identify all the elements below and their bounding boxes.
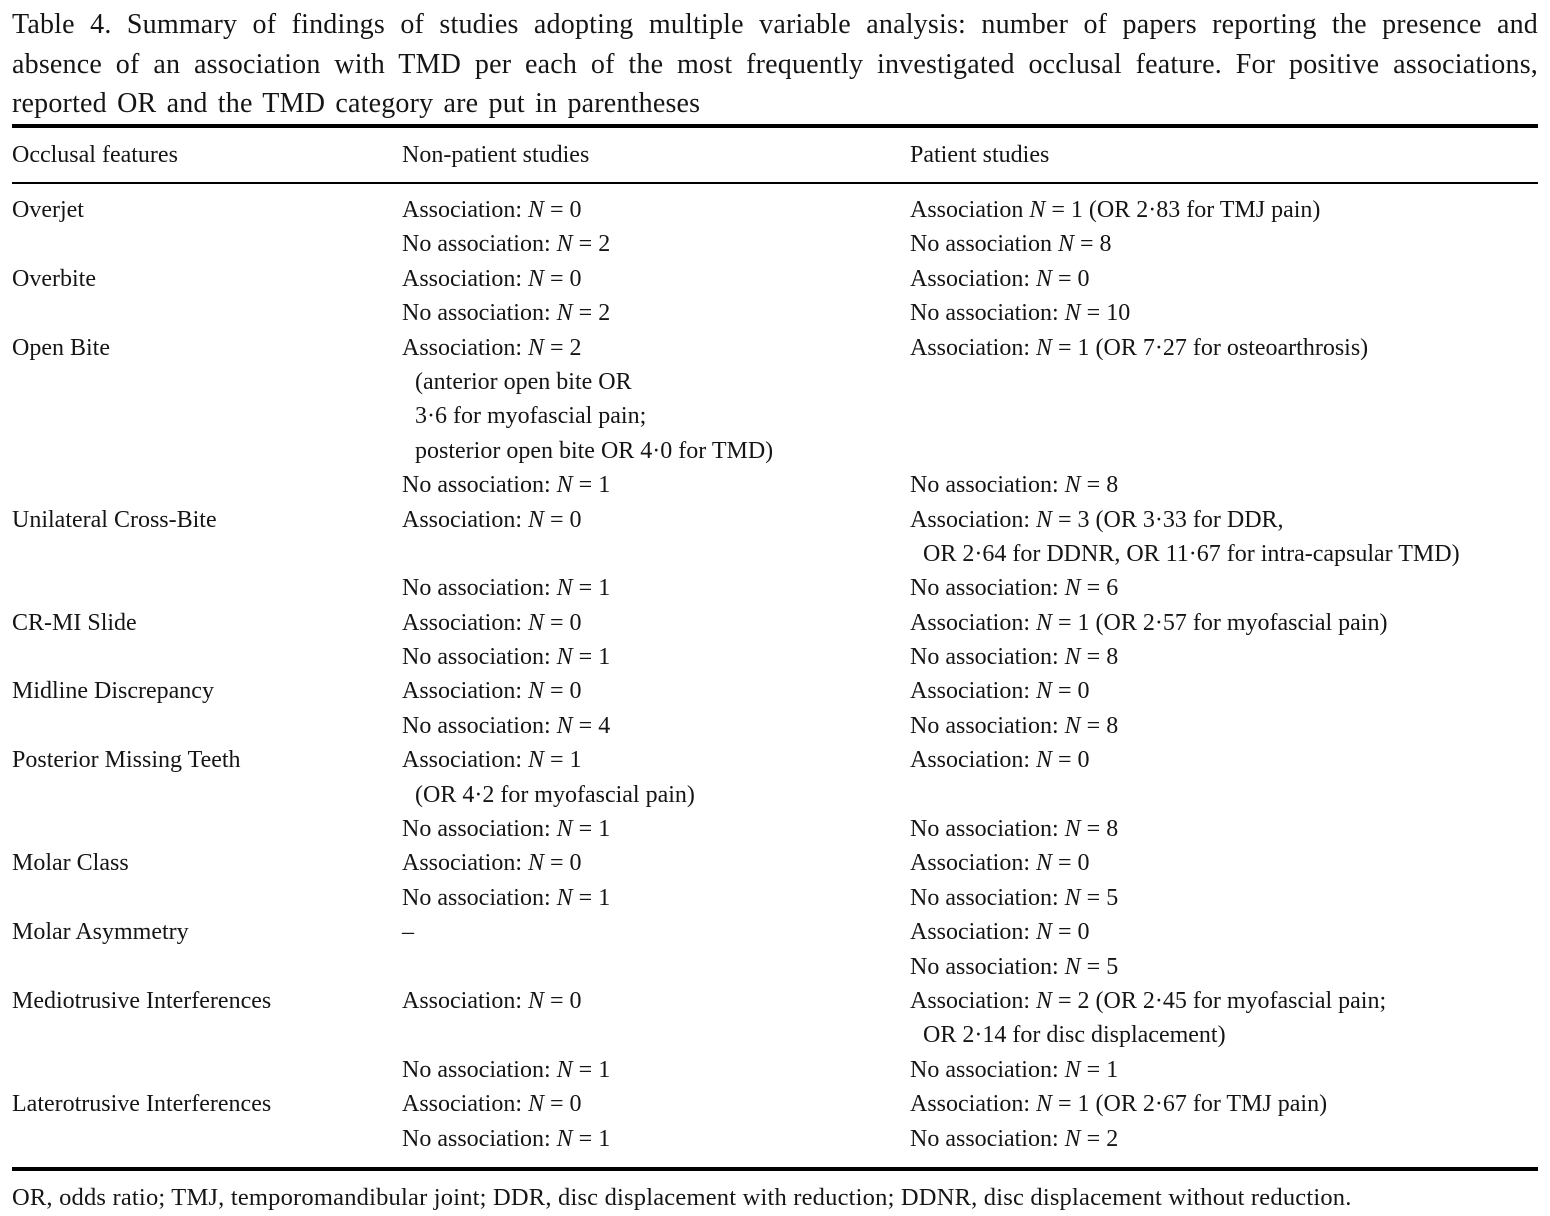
patient-studies-cell: No association: N = 10 [910, 300, 1131, 327]
table-row-line [12, 915, 1538, 949]
non-patient-studies-cell: posterior open bite OR 4·0 for TMD) [415, 437, 774, 464]
table-row-line [12, 846, 1538, 880]
non-patient-studies-cell: Association: N = 0 [402, 1091, 582, 1118]
table-row-line [12, 606, 1538, 640]
table-body [12, 184, 1538, 1167]
occlusal-feature-cell [12, 1053, 402, 1087]
non-patient-studies-cell: No association: N = 2 [402, 300, 611, 327]
occlusal-feature-cell [12, 399, 402, 433]
table-row-line [12, 1053, 1538, 1087]
non-patient-studies-cell: No association: N = 1 [402, 884, 611, 911]
non-patient-studies-cell: No association: N = 1 [402, 575, 611, 602]
table-row-line [12, 640, 1538, 674]
non-patient-studies-cell: Association: N = 0 [402, 609, 582, 636]
table-caption: Table 4. Summary of findings of studies adopting multiple variable analysis: number of papers reporting the presence and absence of an association with TMD per each of the most frequently investigated occlusal feature. For positive associations, reported OR and the TMD category are put in parentheses [12, 9, 1538, 119]
patient-studies-cell [910, 365, 1538, 399]
occlusal-feature-cell: Molar Asymmetry [12, 919, 189, 946]
occlusal-feature-cell [12, 296, 402, 330]
non-patient-studies-cell: Association: N = 0 [402, 987, 582, 1014]
non-patient-studies-cell: Association: N = 0 [402, 197, 582, 223]
non-patient-studies-cell: No association: N = 1 [402, 816, 611, 843]
table-row-line [12, 399, 1538, 433]
patient-studies-cell: No association: N = 1 [910, 1056, 1119, 1083]
patient-studies-cell: Association N = 1 (OR 2·83 for TMJ pain) [910, 197, 1321, 223]
patient-studies-cell [910, 434, 1538, 468]
table-row-line [12, 193, 1538, 227]
table-row-line [12, 674, 1538, 708]
occlusal-feature-cell: Midline Discrepancy [12, 678, 214, 705]
patient-studies-cell: Association: N = 0 [910, 678, 1090, 705]
occlusal-feature-cell: Unilateral Cross-Bite [12, 506, 217, 533]
table-row-line [12, 227, 1538, 261]
non-patient-studies-cell: 3·6 for myofascial pain; [415, 403, 647, 430]
table-row-line [12, 365, 1538, 399]
col-header-patient-studies: Patient studies [910, 141, 1050, 168]
non-patient-studies-cell: No association: N = 1 [402, 1125, 611, 1152]
non-patient-studies-cell: (OR 4·2 for myofascial pain) [415, 781, 695, 808]
col-header-non-patient-studies: Non-patient studies [402, 141, 590, 168]
occlusal-feature-cell: Overjet [12, 197, 84, 223]
table-row-line [12, 950, 1538, 984]
patient-studies-cell: No association: N = 8 [910, 644, 1119, 671]
occlusal-feature-cell [12, 778, 402, 812]
patient-studies-cell [910, 399, 1538, 433]
non-patient-studies-cell [402, 950, 910, 984]
patient-studies-cell: No association: N = 5 [910, 953, 1119, 980]
occlusal-feature-cell: Molar Class [12, 850, 129, 877]
abbreviations-footnote: OR, odds ratio; TMJ, temporomandibular joint; DDR, disc displacement with reduction; DDNR, disc displacement without reduction. [12, 1183, 1352, 1211]
table-row-line [12, 1018, 1538, 1052]
occlusal-feature-cell: Posterior Missing Teeth [12, 747, 241, 774]
occlusal-feature-cell: Overbite [12, 265, 96, 292]
patient-studies-cell: No association: N = 8 [910, 712, 1119, 739]
table-row-line [12, 881, 1538, 915]
non-patient-studies-cell: (anterior open bite OR [415, 368, 632, 395]
table-row-line [12, 331, 1538, 365]
occlusal-feature-cell [12, 227, 402, 261]
table-row-line [12, 1122, 1538, 1156]
occlusal-feature-cell [12, 1122, 402, 1156]
occlusal-feature-cell [12, 1018, 402, 1052]
patient-studies-cell: No association N = 8 [910, 231, 1112, 258]
occlusal-feature-cell [12, 881, 402, 915]
non-patient-studies-cell [402, 537, 910, 571]
col-header-occlusal-features: Occlusal features [12, 141, 178, 168]
table-row-line [12, 434, 1538, 468]
patient-studies-cell: Association: N = 2 (OR 2·45 for myofascial pain; [910, 987, 1387, 1014]
table-row-line [12, 537, 1538, 571]
non-patient-studies-cell: Association: N = 1 [402, 747, 582, 774]
patient-studies-cell: Association: N = 0 [910, 747, 1090, 774]
non-patient-studies-cell: Association: N = 0 [402, 850, 582, 877]
table-row-line [12, 812, 1538, 846]
non-patient-studies-cell: No association: N = 1 [402, 644, 611, 671]
patient-studies-cell: OR 2·64 for DDNR, OR 11·67 for intra-capsular TMD) [923, 540, 1460, 567]
non-patient-studies-cell: No association: N = 1 [402, 1056, 611, 1083]
non-patient-studies-cell: Association: N = 0 [402, 506, 582, 533]
patient-studies-cell: Association: N = 1 (OR 2·57 for myofascial pain) [910, 609, 1388, 636]
patient-studies-cell: Association: N = 0 [910, 850, 1090, 877]
patient-studies-cell: Association: N = 1 (OR 2·67 for TMJ pain) [910, 1091, 1328, 1118]
table-row-line [12, 571, 1538, 605]
table-row-line [12, 468, 1538, 502]
non-patient-studies-cell: Association: N = 2 [402, 334, 582, 361]
occlusal-feature-cell [12, 468, 402, 502]
occlusal-feature-cell: Laterotrusive Interferences [12, 1091, 272, 1118]
patient-studies-cell: No association: N = 8 [910, 816, 1119, 843]
patient-studies-cell: Association: N = 3 (OR 3·33 for DDR, [910, 506, 1284, 533]
table-row-line [12, 778, 1538, 812]
table-row-line [12, 1087, 1538, 1121]
non-patient-studies-cell [402, 1018, 910, 1052]
occlusal-feature-cell [12, 640, 402, 674]
table-row-line [12, 984, 1538, 1018]
table-row-line [12, 262, 1538, 296]
table-row-line [12, 503, 1538, 537]
non-patient-studies-cell: No association: N = 4 [402, 712, 611, 739]
non-patient-studies-cell: No association: N = 2 [402, 231, 611, 258]
patient-studies-cell: No association: N = 5 [910, 884, 1119, 911]
patient-studies-cell [910, 778, 1538, 812]
non-patient-studies-cell: Association: N = 0 [402, 678, 582, 705]
occlusal-feature-cell: Mediotrusive Interferences [12, 987, 272, 1014]
patient-studies-cell: Association: N = 0 [910, 265, 1090, 292]
occlusal-feature-cell [12, 365, 402, 399]
column-header-row [12, 128, 1538, 182]
table-row-line [12, 709, 1538, 743]
occlusal-feature-cell [12, 434, 402, 468]
patient-studies-cell: No association: N = 8 [910, 472, 1119, 499]
non-patient-studies-cell: No association: N = 1 [402, 472, 611, 499]
occlusal-feature-cell [12, 537, 402, 571]
patient-studies-cell: No association: N = 2 [910, 1125, 1119, 1152]
occlusal-feature-cell [12, 812, 402, 846]
table-row-line [12, 296, 1538, 330]
patient-studies-cell: Association: N = 0 [910, 919, 1090, 946]
patient-studies-cell: OR 2·14 for disc displacement) [923, 1022, 1226, 1049]
occlusal-feature-cell [12, 950, 402, 984]
patient-studies-cell: No association: N = 6 [910, 575, 1119, 602]
non-patient-studies-cell: – [402, 919, 414, 946]
occlusal-feature-cell [12, 709, 402, 743]
non-patient-studies-cell: Association: N = 0 [402, 265, 582, 292]
occlusal-feature-cell: Open Bite [12, 334, 110, 361]
occlusal-feature-cell: CR-MI Slide [12, 609, 137, 636]
occlusal-feature-cell [12, 571, 402, 605]
table-row-line [12, 743, 1538, 777]
patient-studies-cell: Association: N = 1 (OR 7·27 for osteoarthrosis) [910, 334, 1369, 361]
